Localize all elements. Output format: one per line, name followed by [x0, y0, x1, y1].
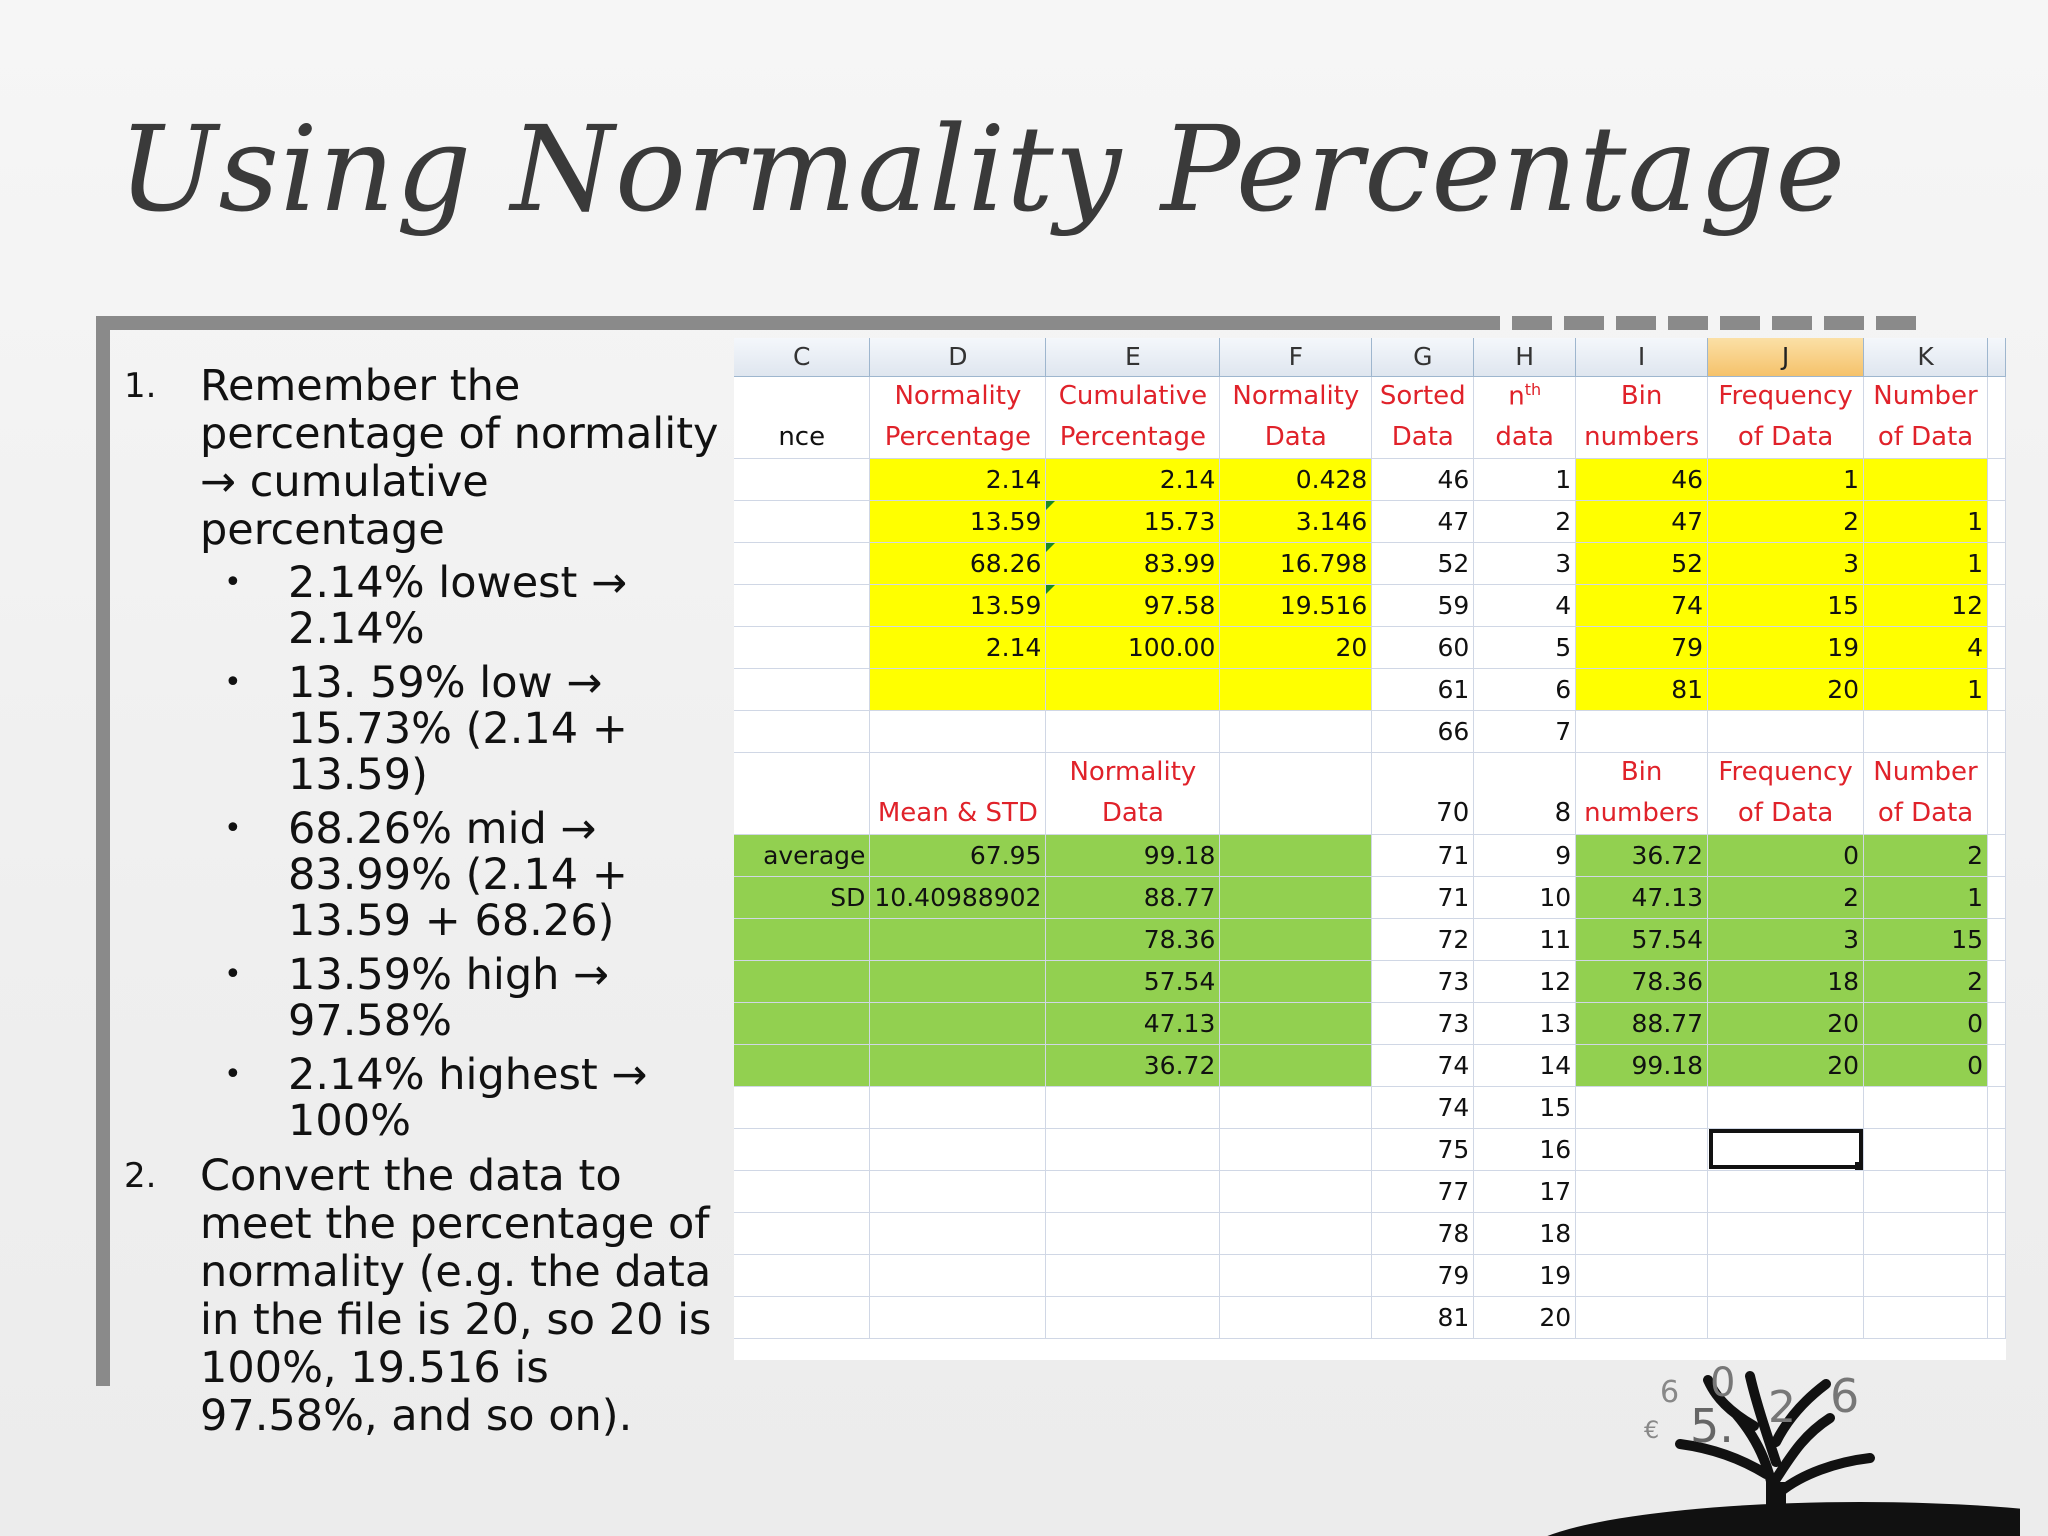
cell — [1988, 1128, 2006, 1170]
header-cell[interactable]: Normality — [1220, 376, 1372, 416]
active-cell[interactable] — [1708, 1128, 1864, 1170]
header-row-2a — [734, 752, 2006, 792]
cell — [1988, 1044, 2006, 1086]
cell[interactable] — [1708, 1254, 1864, 1296]
cell[interactable] — [1708, 1170, 1864, 1212]
cell — [1988, 834, 2006, 876]
header-cell[interactable]: Normality — [1046, 752, 1220, 792]
cell[interactable] — [734, 668, 870, 710]
spreadsheet-screenshot — [734, 338, 2006, 1360]
cell[interactable] — [1474, 752, 1576, 792]
cell[interactable] — [1220, 876, 1372, 918]
cell — [1988, 752, 2006, 792]
stat-label-cell[interactable] — [734, 1002, 870, 1044]
stat-value-cell[interactable]: 67.95 — [870, 834, 1046, 876]
column-header[interactable]: E — [1046, 338, 1220, 376]
sorted-data-cell[interactable]: 73 — [1372, 1002, 1474, 1044]
cell[interactable] — [734, 1254, 870, 1296]
cell[interactable] — [870, 710, 1046, 752]
bin-number-cell[interactable]: 46 — [1576, 458, 1708, 500]
cell — [1988, 792, 2006, 834]
cell[interactable] — [734, 626, 870, 668]
header-cell[interactable]: Bin — [1576, 376, 1708, 416]
cell — [1988, 1086, 2006, 1128]
nth-data-cell[interactable]: 15 — [1474, 1086, 1576, 1128]
bullet-dot-icon: • — [224, 665, 242, 700]
header-cell[interactable]: Number — [1864, 752, 1988, 792]
number-of-data-cell[interactable]: 1 — [1864, 542, 1988, 584]
cell[interactable] — [734, 1086, 870, 1128]
cell[interactable] — [870, 1212, 1046, 1254]
tree-digit: 5. — [1690, 1399, 1734, 1453]
bin-number-cell[interactable]: 36.72 — [1576, 834, 1708, 876]
bullet-3: • 68.26% mid → 83.99% (2.14 + 13.59 + 68.26) — [224, 804, 628, 946]
nth-data-cell[interactable]: 9 — [1474, 834, 1576, 876]
column-header[interactable]: G — [1372, 338, 1474, 376]
yellow-data-row — [734, 668, 2006, 710]
green-data-row — [734, 834, 2006, 876]
green-data-row — [734, 960, 2006, 1002]
stat-label-cell[interactable]: average — [734, 834, 870, 876]
cell[interactable] — [1046, 1212, 1220, 1254]
stat-value-cell[interactable] — [870, 918, 1046, 960]
sorted-data-cell[interactable]: 74 — [1372, 1044, 1474, 1086]
cumulative-percentage-cell[interactable] — [1046, 668, 1220, 710]
nth-data-cell[interactable]: 4 — [1474, 584, 1576, 626]
cell[interactable] — [1046, 1170, 1220, 1212]
cell[interactable] — [1220, 1212, 1372, 1254]
stat-label-cell[interactable] — [734, 960, 870, 1002]
spreadsheet-table — [734, 338, 2006, 1339]
cell[interactable] — [1046, 1296, 1220, 1338]
normality-data-cell[interactable]: 0.428 — [1220, 458, 1372, 500]
cumulative-percentage-cell[interactable]: 100.00 — [1046, 626, 1220, 668]
tail-data-row — [734, 1170, 2006, 1212]
yellow-data-row — [734, 584, 2006, 626]
green-data-row — [734, 918, 2006, 960]
cell — [1988, 960, 2006, 1002]
cell — [1988, 500, 2006, 542]
nth-data-cell[interactable]: 10 — [1474, 876, 1576, 918]
frequency-cell[interactable]: 1 — [1708, 458, 1864, 500]
header-cell[interactable]: Data — [1046, 792, 1220, 834]
normality-percentage-cell[interactable]: 13.59 — [870, 584, 1046, 626]
nth-data-cell[interactable]: 18 — [1474, 1212, 1576, 1254]
bin-number-cell[interactable]: 74 — [1576, 584, 1708, 626]
sorted-data-cell[interactable]: 72 — [1372, 918, 1474, 960]
nth-data-cell[interactable]: 14 — [1474, 1044, 1576, 1086]
yellow-data-row — [734, 542, 2006, 584]
sorted-data-cell[interactable]: 61 — [1372, 668, 1474, 710]
frequency-cell[interactable]: 20 — [1708, 668, 1864, 710]
cell[interactable] — [870, 1086, 1046, 1128]
cell[interactable] — [1220, 960, 1372, 1002]
number-of-data-cell[interactable]: 12 — [1864, 584, 1988, 626]
green-data-row — [734, 1044, 2006, 1086]
instructions-text — [124, 362, 734, 1444]
nth-data-cell[interactable]: 5 — [1474, 626, 1576, 668]
cell[interactable] — [1046, 1128, 1220, 1170]
tail-data-row — [734, 1296, 2006, 1338]
step-2-number: 2. — [124, 1156, 157, 1196]
nth-data-cell[interactable]: 7 — [1474, 710, 1576, 752]
header-row-2b — [734, 792, 2006, 834]
nth-data-cell[interactable]: 1 — [1474, 458, 1576, 500]
cell — [1988, 458, 2006, 500]
cell[interactable] — [1220, 792, 1372, 834]
tail-data-row — [734, 1212, 2006, 1254]
cumulative-percentage-cell[interactable]: 15.73 — [1046, 500, 1220, 542]
column-header[interactable]: I — [1576, 338, 1708, 376]
cell[interactable] — [1046, 1086, 1220, 1128]
cell[interactable] — [870, 1296, 1046, 1338]
cell[interactable] — [1220, 1254, 1372, 1296]
header-cell[interactable]: Percentage — [1046, 416, 1220, 458]
header-cell[interactable]: Percentage — [870, 416, 1046, 458]
cumulative-percentage-cell[interactable]: 83.99 — [1046, 542, 1220, 584]
cell[interactable] — [1220, 752, 1372, 792]
cell[interactable] — [734, 752, 870, 792]
bullet-5: • 2.14% highest → 100% — [224, 1050, 648, 1146]
cell[interactable] — [870, 1254, 1046, 1296]
cell[interactable] — [1576, 1212, 1708, 1254]
sorted-data-cell[interactable]: 71 — [1372, 834, 1474, 876]
frequency-cell[interactable]: 15 — [1708, 584, 1864, 626]
frame-left-border — [96, 316, 110, 1386]
header-cell[interactable]: Data — [1372, 416, 1474, 458]
cumulative-percentage-cell[interactable]: 97.58 — [1046, 584, 1220, 626]
yellow-data-row — [734, 626, 2006, 668]
bullet-1: • 2.14% lowest → 2.14% — [224, 558, 628, 654]
cell[interactable] — [1708, 1212, 1864, 1254]
normality-data-cell[interactable]: 88.77 — [1046, 876, 1220, 918]
bullet-dot-icon: • — [224, 565, 242, 600]
frequency-cell[interactable]: 20 — [1708, 1044, 1864, 1086]
bin-number-cell[interactable]: 57.54 — [1576, 918, 1708, 960]
frame-dashed-border — [1512, 316, 1922, 330]
cell[interactable] — [1708, 1296, 1864, 1338]
cell[interactable] — [1864, 1296, 1988, 1338]
bullet-dot-icon: • — [224, 957, 242, 992]
yellow-data-row — [734, 458, 2006, 500]
cell[interactable] — [1864, 1212, 1988, 1254]
cell[interactable] — [1864, 1170, 1988, 1212]
cell — [1988, 918, 2006, 960]
step-1 — [124, 362, 734, 1144]
cell[interactable] — [1220, 1170, 1372, 1212]
normality-percentage-cell[interactable] — [870, 668, 1046, 710]
header-cell[interactable]: Frequency — [1708, 376, 1864, 416]
normality-data-cell[interactable]: 19.516 — [1220, 584, 1372, 626]
frequency-cell[interactable]: 18 — [1708, 960, 1864, 1002]
cell — [1988, 542, 2006, 584]
cell[interactable] — [1576, 710, 1708, 752]
cell[interactable] — [734, 1128, 870, 1170]
nth-data-cell[interactable]: 20 — [1474, 1296, 1576, 1338]
cell — [1988, 1212, 2006, 1254]
header-cell[interactable]: Mean & STD — [870, 792, 1046, 834]
cell[interactable] — [1220, 1296, 1372, 1338]
cell[interactable] — [1220, 1086, 1372, 1128]
nth-data-cell[interactable]: 8 — [1474, 792, 1576, 834]
cell[interactable] — [1220, 710, 1372, 752]
frequency-cell[interactable]: 3 — [1708, 918, 1864, 960]
cell — [1988, 668, 2006, 710]
nth-data-cell[interactable]: 16 — [1474, 1128, 1576, 1170]
step-1-text: Remember the percentage of normality → cumulative percentage — [200, 361, 719, 555]
frequency-cell[interactable]: 19 — [1708, 626, 1864, 668]
nth-data-cell[interactable]: 19 — [1474, 1254, 1576, 1296]
cell — [1988, 710, 2006, 752]
number-of-data-cell[interactable]: 1 — [1864, 876, 1988, 918]
header-cell[interactable]: numbers — [1576, 792, 1708, 834]
nth-data-cell[interactable]: 11 — [1474, 918, 1576, 960]
cell — [1988, 584, 2006, 626]
column-header — [1988, 338, 2006, 376]
cell[interactable] — [1220, 1044, 1372, 1086]
sorted-data-cell[interactable]: 77 — [1372, 1170, 1474, 1212]
sorted-data-cell[interactable]: 59 — [1372, 584, 1474, 626]
cell — [1988, 626, 2006, 668]
header-cell[interactable]: Sorted — [1372, 376, 1474, 416]
cell — [1988, 1296, 2006, 1338]
step-1-number: 1. — [124, 366, 157, 406]
cell[interactable]: nce — [734, 416, 870, 458]
cell[interactable] — [1220, 1002, 1372, 1044]
bin-number-cell[interactable]: 47.13 — [1576, 876, 1708, 918]
column-header-row — [734, 338, 2006, 376]
normality-data-cell[interactable] — [1220, 668, 1372, 710]
header-cell[interactable]: data — [1474, 416, 1576, 458]
bin-number-cell[interactable]: 52 — [1576, 542, 1708, 584]
sorted-data-cell[interactable]: 74 — [1372, 1086, 1474, 1128]
cell[interactable] — [870, 752, 1046, 792]
header-cell[interactable]: Bin — [1576, 752, 1708, 792]
number-of-data-cell[interactable]: 0 — [1864, 1002, 1988, 1044]
cell[interactable] — [1864, 1128, 1988, 1170]
bullet-dot-icon: • — [224, 1057, 242, 1092]
cell[interactable] — [870, 1170, 1046, 1212]
cell[interactable] — [1220, 1128, 1372, 1170]
header-cell[interactable]: of Data — [1864, 792, 1988, 834]
bullet-dot-icon: • — [224, 811, 242, 846]
stat-value-cell[interactable] — [870, 1002, 1046, 1044]
column-header-selected[interactable]: J — [1708, 338, 1864, 376]
cell[interactable] — [1864, 710, 1988, 752]
frame-top-border — [100, 316, 1500, 330]
cell[interactable] — [1576, 1086, 1708, 1128]
bin-number-cell[interactable]: 78.36 — [1576, 960, 1708, 1002]
stat-value-cell[interactable] — [870, 960, 1046, 1002]
tree-icon — [1540, 1362, 2020, 1536]
sorted-data-cell[interactable]: 60 — [1372, 626, 1474, 668]
normality-percentage-cell[interactable]: 2.14 — [870, 626, 1046, 668]
step-2-text: Convert the data to meet the percentage of normality (e.g. the data in the file is 20, so 20 is 100%, 19.516 is 97.58%, and so on). — [200, 1151, 712, 1441]
column-header[interactable]: F — [1220, 338, 1372, 376]
tree-digit: 0 — [1710, 1362, 1736, 1406]
number-of-data-cell[interactable]: 1 — [1864, 668, 1988, 710]
cell[interactable] — [1220, 834, 1372, 876]
stat-value-cell[interactable] — [870, 1044, 1046, 1086]
cell — [1988, 1002, 2006, 1044]
sorted-data-cell[interactable]: 46 — [1372, 458, 1474, 500]
cell[interactable] — [1576, 1170, 1708, 1212]
cell[interactable] — [1046, 710, 1220, 752]
header-cell[interactable]: of Data — [1708, 792, 1864, 834]
normality-data-cell[interactable]: 57.54 — [1046, 960, 1220, 1002]
header-cell[interactable]: Cumulative — [1046, 376, 1220, 416]
tail-data-row — [734, 1128, 2006, 1170]
sorted-data-cell[interactable]: 70 — [1372, 792, 1474, 834]
header-cell[interactable]: of Data — [1708, 416, 1864, 458]
green-data-row — [734, 1002, 2006, 1044]
tree-digit: 2 — [1768, 1382, 1796, 1433]
cell[interactable] — [734, 376, 870, 416]
cell[interactable] — [734, 584, 870, 626]
slide-title: Using Normality Percentage — [118, 100, 1847, 238]
frequency-cell[interactable]: 2 — [1708, 500, 1864, 542]
cell[interactable] — [1864, 1254, 1988, 1296]
bin-number-cell[interactable]: 81 — [1576, 668, 1708, 710]
number-of-data-cell[interactable]: 15 — [1864, 918, 1988, 960]
nth-data-cell[interactable]: 6 — [1474, 668, 1576, 710]
cell[interactable] — [1046, 1254, 1220, 1296]
tree-digit: € — [1644, 1416, 1660, 1444]
number-of-data-cell[interactable]: 1 — [1864, 500, 1988, 542]
green-data-row — [734, 876, 2006, 918]
cell[interactable] — [1576, 1254, 1708, 1296]
number-of-data-cell[interactable]: 0 — [1864, 1044, 1988, 1086]
cell[interactable] — [734, 792, 870, 834]
tail-data-row — [734, 1086, 2006, 1128]
bullet-4: • 13.59% high → 97.58% — [224, 950, 610, 1046]
tree-illustration — [1540, 1362, 2020, 1536]
bin-number-cell[interactable]: 79 — [1576, 626, 1708, 668]
column-header[interactable]: K — [1864, 338, 1988, 376]
cell[interactable] — [870, 1128, 1046, 1170]
number-of-data-cell[interactable]: 2 — [1864, 834, 1988, 876]
number-of-data-cell[interactable] — [1864, 458, 1988, 500]
cell[interactable] — [1576, 1296, 1708, 1338]
tail-data-row — [734, 1254, 2006, 1296]
sorted-data-cell[interactable]: 47 — [1372, 500, 1474, 542]
sorted-data-cell[interactable]: 71 — [1372, 876, 1474, 918]
tree-digit: 6 — [1660, 1375, 1680, 1410]
header-cell[interactable]: $n^{th}$ — [1474, 376, 1576, 416]
normality-data-cell[interactable]: 47.13 — [1046, 1002, 1220, 1044]
step-2 — [124, 1152, 734, 1440]
cell[interactable] — [1708, 710, 1864, 752]
cell[interactable] — [1372, 752, 1474, 792]
frequency-cell[interactable]: 3 — [1708, 542, 1864, 584]
column-header[interactable]: C — [734, 338, 870, 376]
nth-data-cell[interactable]: 17 — [1474, 1170, 1576, 1212]
sorted-data-cell[interactable]: 66 — [1372, 710, 1474, 752]
sorted-data-cell[interactable]: 75 — [1372, 1128, 1474, 1170]
cell — [1988, 1254, 2006, 1296]
number-of-data-cell[interactable]: 4 — [1864, 626, 1988, 668]
header-cell[interactable]: Frequency — [1708, 752, 1864, 792]
nth-data-cell[interactable]: 12 — [1474, 960, 1576, 1002]
normality-data-cell[interactable]: 3.146 — [1220, 500, 1372, 542]
normality-data-cell[interactable]: 16.798 — [1220, 542, 1372, 584]
stat-value-cell[interactable]: 10.40988902 — [870, 876, 1046, 918]
cell[interactable] — [1576, 1128, 1708, 1170]
normality-data-cell[interactable]: 20 — [1220, 626, 1372, 668]
column-header[interactable]: H — [1474, 338, 1576, 376]
sorted-data-cell[interactable]: 78 — [1372, 1212, 1474, 1254]
nth-data-cell[interactable]: 3 — [1474, 542, 1576, 584]
cell[interactable] — [734, 710, 870, 752]
stat-label-cell[interactable] — [734, 918, 870, 960]
frequency-cell[interactable]: 0 — [1708, 834, 1864, 876]
normality-percentage-cell[interactable]: 2.14 — [870, 458, 1046, 500]
header-cell[interactable]: Normality — [870, 376, 1046, 416]
cell — [1988, 876, 2006, 918]
stat-label-cell[interactable] — [734, 1044, 870, 1086]
cell[interactable] — [734, 542, 870, 584]
sorted-data-cell[interactable]: 79 — [1372, 1254, 1474, 1296]
cell[interactable] — [734, 1212, 870, 1254]
blank-row — [734, 710, 2006, 752]
bin-number-cell[interactable]: 88.77 — [1576, 1002, 1708, 1044]
bullet-2: • 13. 59% low → 15.73% (2.14 + 13.59) — [224, 658, 628, 800]
yellow-data-row — [734, 500, 2006, 542]
sorted-data-cell[interactable]: 52 — [1372, 542, 1474, 584]
nth-data-cell[interactable]: 2 — [1474, 500, 1576, 542]
number-of-data-cell[interactable]: 2 — [1864, 960, 1988, 1002]
frequency-cell[interactable]: 20 — [1708, 1002, 1864, 1044]
cell[interactable] — [1220, 918, 1372, 960]
header-row-1b — [734, 416, 2006, 458]
frequency-cell[interactable]: 2 — [1708, 876, 1864, 918]
header-row-1a — [734, 376, 2006, 416]
header-cell[interactable]: Data — [1220, 416, 1372, 458]
column-header[interactable]: D — [870, 338, 1046, 376]
normality-data-cell[interactable]: 36.72 — [1046, 1044, 1220, 1086]
bin-number-cell[interactable]: 47 — [1576, 500, 1708, 542]
sorted-data-cell[interactable]: 73 — [1372, 960, 1474, 1002]
cell — [1988, 1170, 2006, 1212]
bin-number-cell[interactable]: 99.18 — [1576, 1044, 1708, 1086]
cell[interactable] — [734, 1170, 870, 1212]
normality-data-cell[interactable]: 99.18 — [1046, 834, 1220, 876]
header-cell[interactable]: of Data — [1864, 416, 1988, 458]
cell[interactable] — [734, 500, 870, 542]
normality-percentage-cell[interactable]: 13.59 — [870, 500, 1046, 542]
header-cell[interactable]: numbers — [1576, 416, 1708, 458]
sorted-data-cell[interactable]: 81 — [1372, 1296, 1474, 1338]
stat-label-cell[interactable]: SD — [734, 876, 870, 918]
normality-data-cell[interactable]: 78.36 — [1046, 918, 1220, 960]
cell[interactable] — [734, 458, 870, 500]
cell[interactable] — [1864, 1086, 1988, 1128]
nth-data-cell[interactable]: 13 — [1474, 1002, 1576, 1044]
normality-percentage-cell[interactable]: 68.26 — [870, 542, 1046, 584]
tree-digit: 6 — [1830, 1369, 1860, 1423]
cell[interactable] — [1708, 1086, 1864, 1128]
cell[interactable] — [734, 1296, 870, 1338]
cumulative-percentage-cell[interactable]: 2.14 — [1046, 458, 1220, 500]
header-cell[interactable]: Number — [1864, 376, 1988, 416]
